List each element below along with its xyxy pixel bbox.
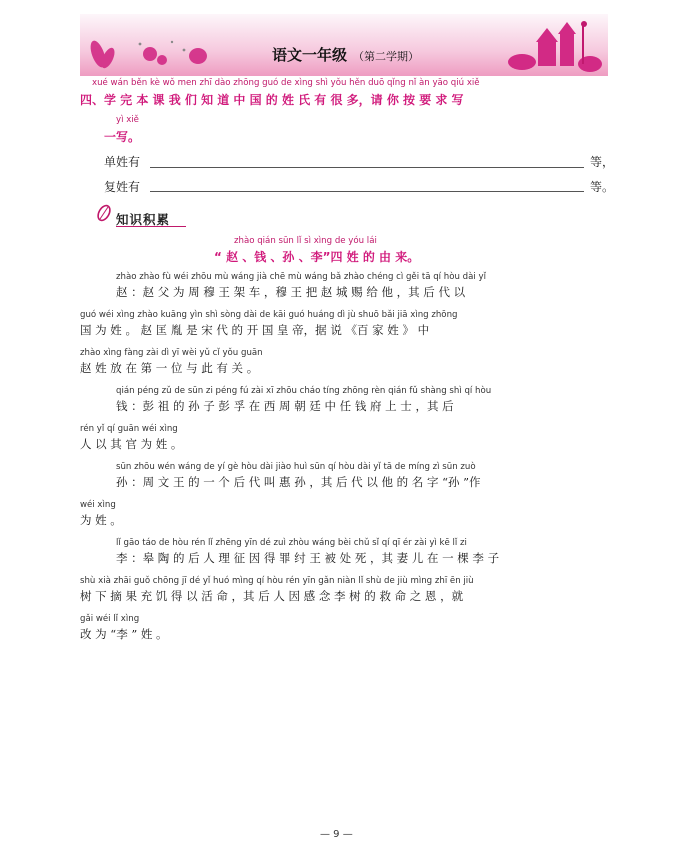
exercise-pinyin-2: yì xiě <box>116 115 139 125</box>
single-surname-label: 单姓有 <box>104 155 141 169</box>
article-title: “ 赵 、钱 、孙 、李”四 姓 的 由 来。 <box>214 250 420 264</box>
article-row-pinyin: lǐ gāo táo de hòu rén lǐ zhēng yīn dé zuì zhòu wáng bèi chǔ sǐ qí qī ér zài yì kē lǐ zi <box>116 538 467 548</box>
article-row-pinyin: shù xià zhāi guǒ chōng jī dé yǐ huó mìng qí hòu rén yīn gǎn niàn lǐ shù de jiù mìng zhī ēn jiù <box>80 576 474 586</box>
article-row-pinyin: guó wéi xìng zhào kuāng yìn shì sòng dài de kāi guó huáng dì jù shuō bǎi jiā xìng zhōng <box>80 310 458 320</box>
compound-surname-label: 复姓有 <box>104 180 141 194</box>
compound-surname-end: 等。 <box>590 180 615 194</box>
article-row-pinyin: zhào xìng fàng zài dì yī wèi yǔ cǐ yǒu guān <box>80 348 263 358</box>
article-row-pinyin: qián péng zǔ de sūn zi péng fú zài xī zhōu cháo tíng zhōng rèn qián fǔ shàng shì qí hòu <box>116 386 492 396</box>
castle-decoration-right <box>500 14 608 76</box>
article-row-pinyin: sūn zhōu wén wáng de yí gè hòu dài jiào huì sūn qí hòu dài yǐ tā de míng zì sūn zuò <box>116 462 476 472</box>
article-row-text: 树 下 摘 果 充 饥 得 以 活 命 ，其 后 人 因 感 念 李 树 的 救 命 之 恩 ，就 <box>80 589 464 603</box>
article-row-text: 李 ：皋 陶 的 后 人 理 征 因 得 罪 纣 王 被 处 死 ，其 妻 儿 在 一 棵 李 子 <box>116 551 500 565</box>
exercise-pinyin-1: xué wán běn kè wǒ men zhī dào zhōng guó de xìng shì yǒu hěn duō qǐng nǐ àn yāo qiú xiě <box>92 78 480 88</box>
page-number: — 9 — <box>320 829 353 840</box>
single-surname-end: 等， <box>590 155 615 169</box>
single-surname-answer-line[interactable] <box>150 166 584 168</box>
header-subtitle: （第二学期） <box>353 50 420 63</box>
article-row-text: 钱 ：彭 祖 的 孙 子 彭 孚 在 西 周 朝 廷 中 任 钱 府 上 士 ，其 后 <box>116 399 454 413</box>
article-row-pinyin: wéi xìng <box>80 500 116 510</box>
section-title-underline <box>116 226 186 227</box>
article-row-pinyin: gǎi wéi lǐ xìng <box>80 614 140 624</box>
compound-surname-answer-line[interactable] <box>150 190 584 192</box>
section-title: 知识积累 <box>116 212 171 227</box>
article-row-pinyin: rén yǐ qí guān wéi xìng <box>80 424 178 434</box>
exercise-question-line-1: 四、学 完 本 课 我 们 知 道 中 国 的 姓 氏 有 很 多，请 你 按 要 求 写 <box>80 93 464 107</box>
article-row-text: 人 以 其 官 为 姓 。 <box>80 437 183 451</box>
article-row-text: 国 为 姓 。 赵 匡 胤 是 宋 代 的 开 国 皇 帝，据 说 《百 家 姓 》 中 <box>80 323 430 337</box>
article-row-text: 孙 ：周 文 王 的 一 个 后 代 叫 惠 孙 ，其 后 代 以 他 的 名 字 “孙 ”作 <box>116 475 481 489</box>
article-row-text: 改 为 “李 ” 姓 。 <box>80 627 168 641</box>
header-title-group <box>272 44 419 68</box>
leaf-icon <box>94 203 114 223</box>
article-row-text: 赵 姓 放 在 第 一 位 与 此 有 关 。 <box>80 361 259 375</box>
article-title-pinyin: zhào qián sūn lǐ sì xìng de yóu lái <box>234 236 377 246</box>
article-row-text: 为 姓 。 <box>80 513 122 527</box>
exercise-question-line-2: 一写。 <box>104 130 141 144</box>
flower-decoration-left <box>80 14 220 76</box>
article-row-text: 赵 ：赵 父 为 周 穆 王 架 车 ，穆 王 把 赵 城 赐 给 他 ，其 后 代 以 <box>116 285 466 299</box>
header-title: 语文一年级 <box>272 46 348 64</box>
article-row-pinyin: zhào zhào fù wéi zhōu mù wáng jià chē mù wáng bǎ zhào chéng cì gěi tā qí hòu dài yǐ <box>116 272 486 282</box>
